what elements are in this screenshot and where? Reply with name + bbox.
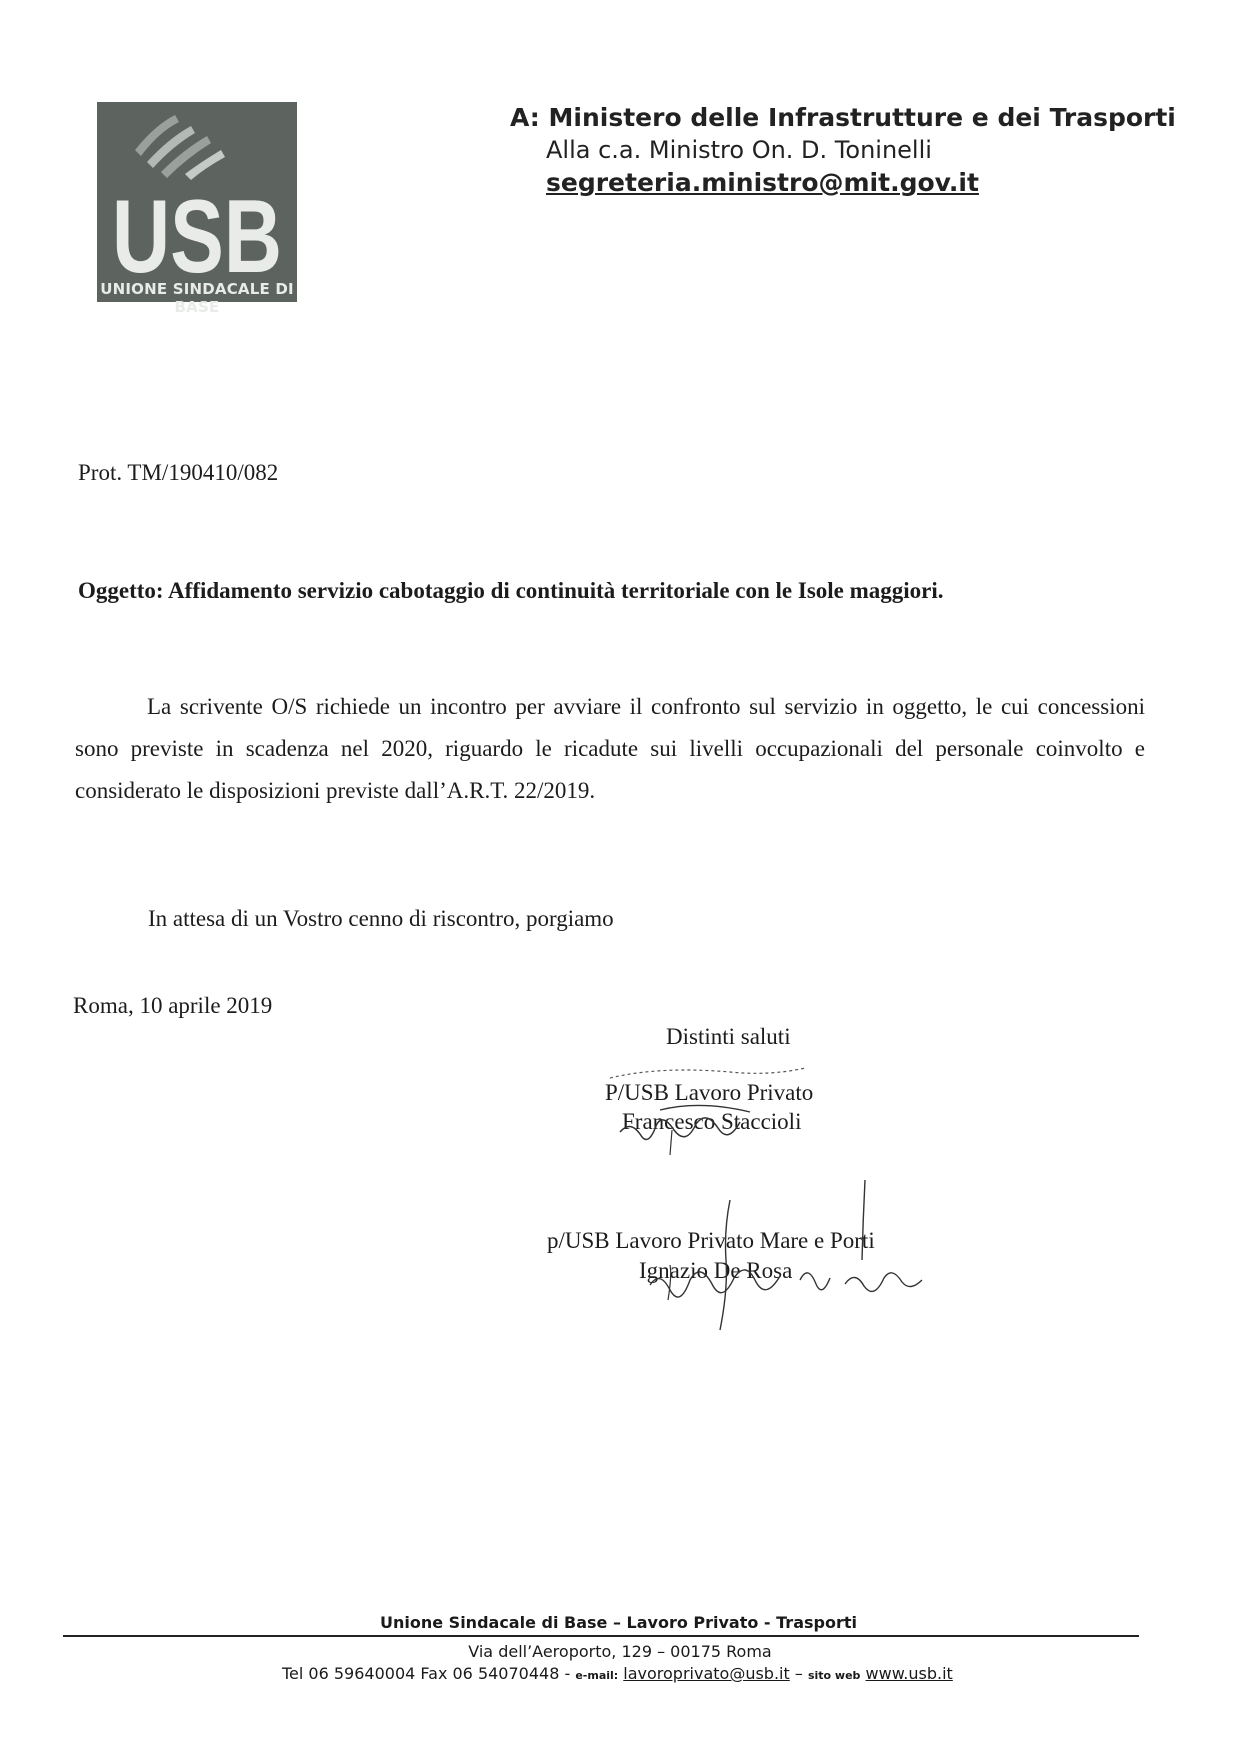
footer-organization: Unione Sindacale di Base – Lavoro Privato - Trasporti xyxy=(380,1613,857,1632)
signature-2-role: p/USB Lavoro Privato Mare e Porti xyxy=(547,1228,875,1253)
footer-phone: Tel 06 59640004 Fax 06 54070448 - xyxy=(282,1664,576,1683)
footer-web-link[interactable]: www.usb.it xyxy=(865,1664,953,1683)
logo-letters-text: USB xyxy=(112,179,282,280)
salutation: Distinti saluti xyxy=(666,1024,791,1049)
footer-email-label: e-mail: xyxy=(575,1669,619,1682)
recipient-attention: Alla c.a. Ministro On. D. Toninelli xyxy=(546,136,932,164)
footer-contacts xyxy=(282,1664,953,1683)
subject-line: Oggetto: Affidamento servizio cabotaggio di continuità territoriale con le Isole maggiori. xyxy=(78,578,944,603)
footer-web-label: sito web xyxy=(807,1669,861,1682)
recipient-block xyxy=(510,103,1176,197)
signature-2-name: Ignazio De Rosa xyxy=(639,1258,793,1283)
usb-logo xyxy=(97,102,297,316)
signature-1-name: Francesco Staccioli xyxy=(622,1109,802,1134)
signature-1-role: P/USB Lavoro Privato xyxy=(605,1080,814,1105)
recipient-to: A: Ministero delle Infrastrutture e dei Trasporti xyxy=(510,103,1176,132)
footer-email-link[interactable]: lavoroprivato@usb.it xyxy=(623,1664,790,1683)
letter-date: Roma, 10 aprile 2019 xyxy=(73,993,273,1018)
footer-address: Via dell’Aeroporto, 129 – 00175 Roma xyxy=(468,1642,772,1661)
footer-divider xyxy=(63,1635,1139,1637)
protocol-number: Prot. TM/190410/082 xyxy=(78,460,279,485)
footer-separator: – xyxy=(794,1664,808,1683)
recipient-email-link[interactable]: segreteria.ministro@mit.gov.it xyxy=(546,168,979,197)
logo-letters xyxy=(107,164,287,280)
closing-line: In attesa di un Vostro cenno di riscontro, porgiamo xyxy=(148,906,614,931)
logo-tagline: UNIONE SINDACALE DI BASE xyxy=(100,280,294,316)
body-paragraph: La scrivente O/S richiede un incontro per avviare il confronto sul servizio in oggetto, le cui concessioni sono previste in scadenza nel 2020, riguardo le ricadute sui livelli occupazionali del personale coinvolto e considerato le disposizioni previste dall’A.R.T. 22/2019. xyxy=(75,694,1145,803)
